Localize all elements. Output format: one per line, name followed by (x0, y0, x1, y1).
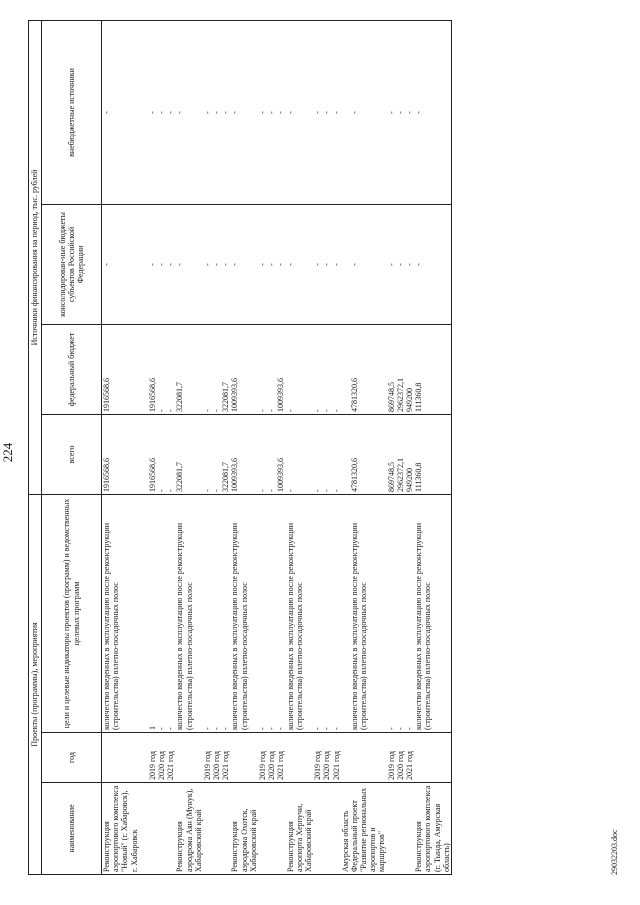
cell-regional: - (350, 204, 387, 324)
cell-goal: - (157, 494, 166, 732)
cell-federal: - (267, 324, 276, 414)
cell-federal: - (286, 324, 314, 414)
cell-federal: 1009393,6 (276, 324, 285, 414)
cell-year (414, 733, 451, 783)
cell-federal: 111360,8 (414, 324, 451, 414)
table-row (414, 20, 451, 874)
cell-extra: - (396, 20, 405, 204)
cell-year: 2020 год (212, 733, 221, 783)
cell-goal: - (276, 494, 285, 732)
cell-federal: 1009393,6 (230, 324, 258, 414)
table-row (350, 20, 387, 874)
cell-total: 1009393,6 (276, 414, 285, 494)
cell-name: Реконструкция аэропортового комплекса "Новый" (г. Хабаровск), г. Хабаровск (102, 783, 139, 875)
header-sources-group: Источники финансирования на период, тыс. рублей (29, 20, 42, 494)
header-projects-group: Проекты (программы), мероприятия (29, 494, 42, 874)
cell-year: 2020 год (322, 733, 331, 783)
cell-extra: - (258, 20, 267, 204)
cell-year: 2019 год (387, 733, 396, 783)
cell-goal: - (258, 494, 267, 732)
table-row (258, 20, 267, 874)
cell-extra: - (350, 20, 387, 204)
cell-name (332, 783, 341, 875)
cell-goal: количество введенных в эксплуатацию после реконструкции (строительства) взлетно-посадочных полос (286, 494, 314, 732)
cell-name (139, 783, 148, 875)
cell-federal (341, 324, 350, 414)
cell-regional: - (221, 204, 230, 324)
cell-goal: - (221, 494, 230, 732)
cell-regional: - (102, 204, 139, 324)
cell-goal: - (313, 494, 322, 732)
cell-federal: 949200 (405, 324, 414, 414)
document-reference: 29032203.doc (610, 829, 619, 875)
cell-regional: - (175, 204, 203, 324)
cell-name: Амурская область (341, 783, 350, 875)
cell-name (276, 783, 285, 875)
cell-goal: количество введенных в эксплуатацию после реконструкции (строительства) взлетно-посадочных полос (175, 494, 203, 732)
table-row (221, 20, 230, 874)
header-year: год (42, 733, 102, 783)
cell-total: 1916568,6 (148, 414, 157, 494)
cell-goal: - (203, 494, 212, 732)
cell-regional: - (166, 204, 175, 324)
table-row (267, 20, 276, 874)
cell-federal: 1916568,6 (148, 324, 157, 414)
cell-name (148, 783, 157, 875)
cell-total: - (212, 414, 221, 494)
cell-regional: - (387, 204, 396, 324)
cell-regional: - (286, 204, 314, 324)
cell-total (139, 414, 148, 494)
cell-extra: - (148, 20, 157, 204)
cell-regional: - (396, 204, 405, 324)
cell-total: 2962372,1 (396, 414, 405, 494)
table-row (286, 20, 314, 874)
cell-regional: - (405, 204, 414, 324)
cell-extra: - (102, 20, 139, 204)
cell-extra: - (166, 20, 175, 204)
cell-goal: - (396, 494, 405, 732)
cell-total: 949200 (405, 414, 414, 494)
table-row (387, 20, 396, 874)
cell-federal: - (212, 324, 221, 414)
cell-total: - (166, 414, 175, 494)
table-row (332, 20, 341, 874)
table-body (102, 20, 452, 874)
table-row (341, 20, 350, 874)
cell-goal: - (387, 494, 396, 732)
cell-year: 2019 год (258, 733, 267, 783)
cell-federal: 4781320,6 (350, 324, 387, 414)
cell-year (286, 733, 314, 783)
cell-total: 4781320,6 (350, 414, 387, 494)
cell-total: - (203, 414, 212, 494)
header-goals: цели и целевые индикаторы проектов (программ) и ведомственных целевых программ (42, 494, 102, 732)
cell-year (175, 733, 203, 783)
cell-year: 2021 год (221, 733, 230, 783)
cell-extra (341, 20, 350, 204)
cell-goal: - (212, 494, 221, 732)
table-row (102, 20, 139, 874)
cell-goal (139, 494, 148, 732)
cell-extra: - (332, 20, 341, 204)
header-extra: внебюджетные источники (42, 20, 102, 204)
cell-federal: 869748,5 (387, 324, 396, 414)
cell-goal: - (166, 494, 175, 732)
cell-extra: - (175, 20, 203, 204)
cell-year: 2019 год (203, 733, 212, 783)
cell-year: 2019 год (148, 733, 157, 783)
cell-total: 1916568,6 (102, 414, 139, 494)
cell-federal: 322081,7 (175, 324, 203, 414)
cell-name: Реконструкция аэродрома Охотск, Хабаровский край (230, 783, 258, 875)
table-row (203, 20, 212, 874)
cell-federal: 322081,7 (221, 324, 230, 414)
cell-goal: количество введенных в эксплуатацию после реконструкции (строительства) взлетно-посадочных полос (414, 494, 451, 732)
cell-extra: - (221, 20, 230, 204)
cell-regional: - (332, 204, 341, 324)
cell-name (203, 783, 212, 875)
cell-goal: - (322, 494, 331, 732)
cell-regional: - (148, 204, 157, 324)
cell-total: 322081,7 (221, 414, 230, 494)
cell-extra: - (322, 20, 331, 204)
cell-year: 2020 год (267, 733, 276, 783)
cell-year (139, 733, 148, 783)
cell-name (322, 783, 331, 875)
cell-federal: - (258, 324, 267, 414)
cell-goal: количество введенных в эксплуатацию после реконструкции (строительства) взлетно-посадочных полос (230, 494, 258, 732)
header-name: наименование (42, 783, 102, 875)
cell-year (102, 733, 139, 783)
cell-extra: - (313, 20, 322, 204)
table-row (166, 20, 175, 874)
cell-year (350, 733, 387, 783)
cell-federal: 1916568,6 (102, 324, 139, 414)
cell-regional: - (267, 204, 276, 324)
header-federal: федеральный бюджет (42, 324, 102, 414)
cell-year: 2021 год (405, 733, 414, 783)
cell-extra: - (212, 20, 221, 204)
cell-year (341, 733, 350, 783)
cell-name (258, 783, 267, 875)
cell-extra: - (276, 20, 285, 204)
cell-year: 2021 год (276, 733, 285, 783)
cell-year (230, 733, 258, 783)
cell-extra: - (267, 20, 276, 204)
cell-federal: - (157, 324, 166, 414)
cell-regional: - (203, 204, 212, 324)
cell-goal: количество введенных в эксплуатацию после реконструкции (строительства) взлетно-посадочных полос (102, 494, 139, 732)
cell-extra: - (203, 20, 212, 204)
cell-regional: - (313, 204, 322, 324)
cell-extra: - (286, 20, 314, 204)
table-row (230, 20, 258, 874)
cell-federal: 2962372,1 (396, 324, 405, 414)
cell-name (387, 783, 396, 875)
cell-extra: - (414, 20, 451, 204)
table-row (157, 20, 166, 874)
table-row (313, 20, 322, 874)
table-row (396, 20, 405, 874)
cell-regional: - (157, 204, 166, 324)
cell-goal (341, 494, 350, 732)
cell-total: 869748,5 (387, 414, 396, 494)
cell-extra: - (405, 20, 414, 204)
cell-total: 322081,7 (175, 414, 203, 494)
header-total: всего (42, 414, 102, 494)
cell-name (212, 783, 221, 875)
cell-total: 1009393,6 (230, 414, 258, 494)
cell-name: Реконструкция аэродрома Аян (Мунук), Хабаровский край (175, 783, 203, 875)
cell-total: - (267, 414, 276, 494)
cell-regional (341, 204, 350, 324)
cell-regional (139, 204, 148, 324)
cell-federal: - (313, 324, 322, 414)
page-number: 224 (0, 442, 15, 463)
cell-total: - (258, 414, 267, 494)
cell-regional: - (322, 204, 331, 324)
cell-total: - (322, 414, 331, 494)
cell-federal: - (166, 324, 175, 414)
table-row (175, 20, 203, 874)
cell-year: 2019 год (313, 733, 322, 783)
cell-goal: 1 (148, 494, 157, 732)
cell-total: 111360,8 (414, 414, 451, 494)
cell-total: - (332, 414, 341, 494)
cell-regional: - (258, 204, 267, 324)
cell-regional: - (276, 204, 285, 324)
cell-extra (139, 20, 148, 204)
cell-regional: - (414, 204, 451, 324)
table-row (322, 20, 331, 874)
cell-regional: - (212, 204, 221, 324)
table-row (148, 20, 157, 874)
cell-goal: количество введенных в эксплуатацию после реконструкции (строительства) взлетно-посадочных полос (350, 494, 387, 732)
cell-name (267, 783, 276, 875)
cell-year: 2020 год (396, 733, 405, 783)
cell-total: - (286, 414, 314, 494)
financing-table (28, 20, 452, 875)
cell-name (405, 783, 414, 875)
cell-goal: - (405, 494, 414, 732)
cell-name: Реконструкция аэропорта Херпучи, Хабаровский край (286, 783, 314, 875)
cell-year: 2021 год (166, 733, 175, 783)
cell-total: - (157, 414, 166, 494)
cell-name (396, 783, 405, 875)
cell-federal: - (332, 324, 341, 414)
header-regional: консолидирован-ные бюджеты субъектов Российской Федерации (42, 204, 102, 324)
cell-regional: - (230, 204, 258, 324)
cell-name: Федеральный проект "Развитие региональных аэропортов и маршрутов" (350, 783, 387, 875)
cell-federal (139, 324, 148, 414)
cell-name (166, 783, 175, 875)
cell-total (341, 414, 350, 494)
cell-name (221, 783, 230, 875)
table-row (405, 20, 414, 874)
cell-year: 2021 год (332, 733, 341, 783)
cell-goal: - (267, 494, 276, 732)
cell-extra: - (387, 20, 396, 204)
cell-federal: - (203, 324, 212, 414)
table-row (212, 20, 221, 874)
cell-name: Реконструкция аэропортового комплекса (г. Тында, Амурская область) (414, 783, 451, 875)
table-row (139, 20, 148, 874)
cell-extra: - (157, 20, 166, 204)
cell-goal: - (332, 494, 341, 732)
cell-name (157, 783, 166, 875)
cell-federal: - (322, 324, 331, 414)
cell-total: - (313, 414, 322, 494)
cell-year: 2020 год (157, 733, 166, 783)
table-row (276, 20, 285, 874)
cell-extra: - (230, 20, 258, 204)
cell-name (313, 783, 322, 875)
